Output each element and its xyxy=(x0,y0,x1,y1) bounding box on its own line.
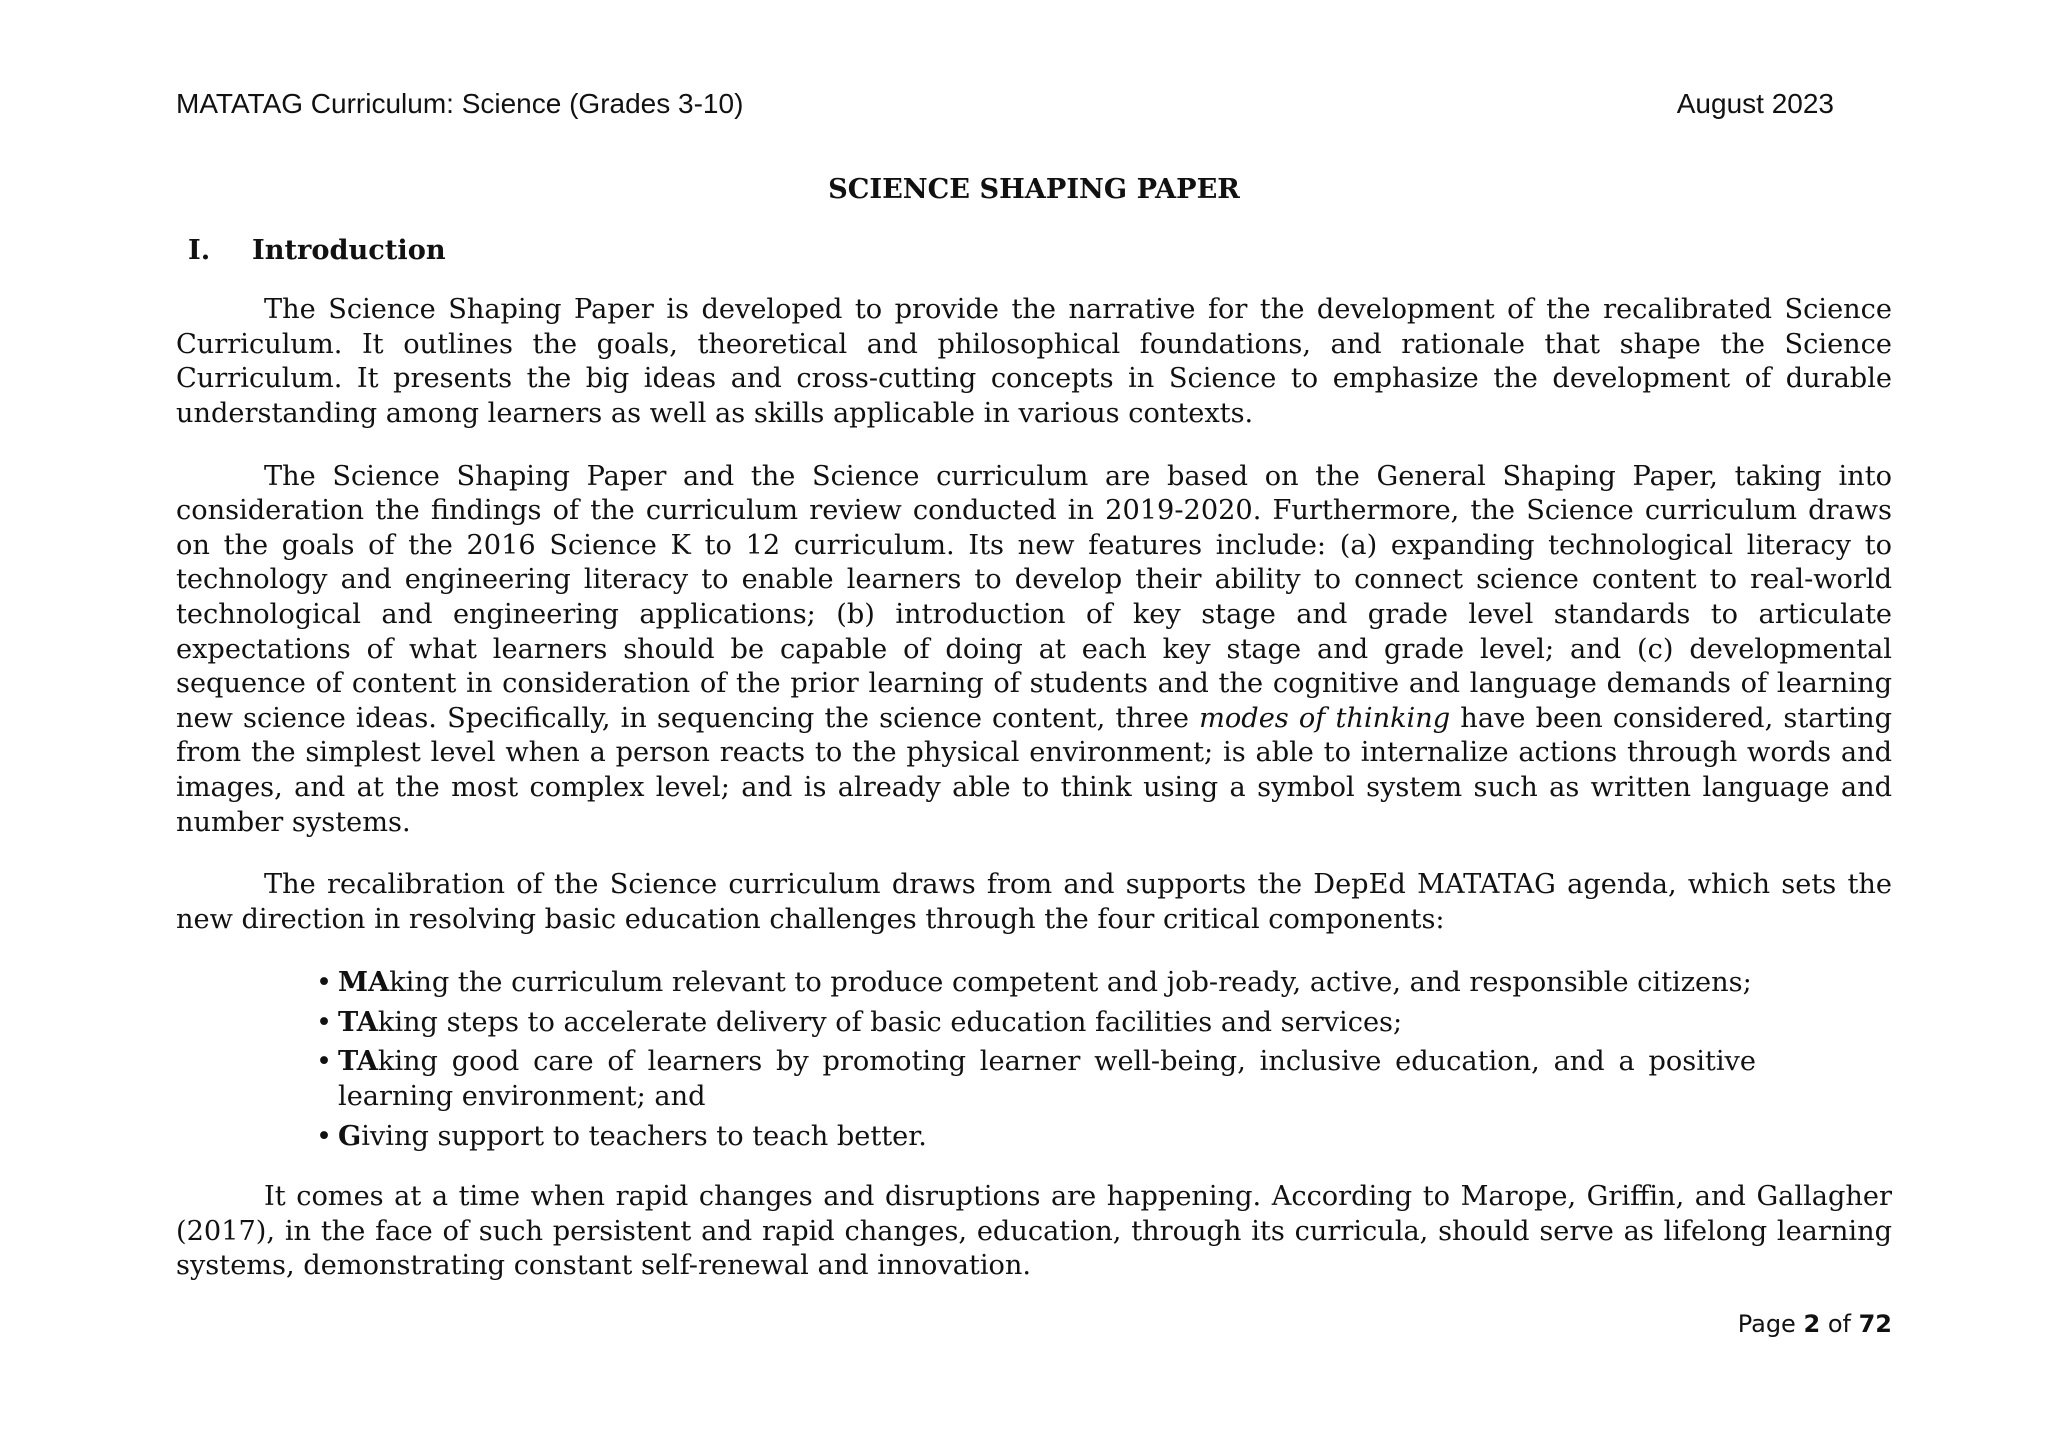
document-title: SCIENCE SHAPING PAPER xyxy=(828,173,1240,205)
bullet-glyph: • xyxy=(316,967,333,999)
section-title: Introduction xyxy=(252,233,446,266)
list-item-acronym: MA xyxy=(338,966,390,999)
footer-total-pages: 72 xyxy=(1858,1310,1892,1338)
list-item-acronym: G xyxy=(338,1119,362,1152)
list-item-text: king the curriculum relevant to produce competent and job-ready, active, and responsible citizens; xyxy=(389,967,1752,999)
list-item-text: iving support to teachers to teach better. xyxy=(361,1120,927,1152)
paragraph-1: The Science Shaping Paper is developed to provide the narrative for the development of the recalibrated Science Curriculum. It outlines the goals, theoretical and philosophical foundations, and rationale that shape the Science Curriculum. It presents the big ideas and cross-cutting concepts in Science to emphasize the development of durable understanding among learners as well as skills applicable in various contexts. xyxy=(176,294,1892,429)
bullet-glyph: • xyxy=(316,1006,333,1038)
page-content xyxy=(176,172,1892,1312)
paragraph-2 xyxy=(176,460,1892,841)
list-item-acronym: TA xyxy=(338,1045,378,1078)
footer-current-page: 2 xyxy=(1803,1310,1821,1338)
bullet-glyph: • xyxy=(316,1120,333,1152)
paragraph-4: It comes at a time when rapid changes and disruptions are happening. According to Marope, Griffin, and Gallagher (2017), in the face of such persistent and rapid changes, education, through its curricula, should serve as lifelong learning systems, demonstrating constant self-renewal and innovation. xyxy=(176,1181,1892,1282)
paragraph-2-text-b: have been considered, starting from the simplest level when a person reacts to the physical environment; is able to internalize actions through words and images, and at the most complex level; and is already able to think using a symbol system such as written language and number systems. xyxy=(176,702,1892,838)
running-header xyxy=(176,88,1834,120)
bullet-glyph: • xyxy=(316,1046,333,1078)
header-date: August 2023 xyxy=(1676,88,1834,119)
list-item-text: king steps to accelerate delivery of basic education facilities and services; xyxy=(377,1006,1403,1038)
paragraph-2-text-a: The Science Shaping Paper and the Science curriculum are based on the General Shaping Paper, taking into consideration the findings of the curriculum review conducted in 2019-2020. Furthermore, the Science curriculum draws on the goals of the 2016 Science K to 12 curriculum. Its new features include: (a) expanding technological literacy to technology and engineering literacy to enable learners to develop their ability to connect science content to real-world technological and engineering applications; (b) introduction of key stage and grade level standards to articulate expectations of what learners should be capable of doing at each key stage and grade level; and (c) developmental sequence of content in consideration of the prior learning of students and the cognitive and language demands of learning new science ideas. Specifically, in sequencing the science content, three xyxy=(176,460,1892,734)
paragraph-3: The recalibration of the Science curriculum draws from and supports the DepEd MATATAG agenda, which sets the new direction in resolving basic education challenges through the four critical components: xyxy=(176,869,1892,935)
list-item xyxy=(316,1044,1756,1114)
matatag-components-list xyxy=(176,965,1756,1154)
section-heading xyxy=(188,233,1892,268)
footer-of-word: of xyxy=(1827,1310,1851,1338)
page-number-footer xyxy=(1600,1310,1892,1338)
footer-page-word: Page xyxy=(1737,1310,1796,1338)
list-item-acronym: TA xyxy=(338,1005,378,1038)
paragraph-2-italic-term: modes of thinking xyxy=(1199,702,1451,734)
list-item-text: king good care of learners by promoting learner well-being, inclusive education, and a positive learning environment; and xyxy=(338,1046,1756,1113)
header-document-title: MATATAG Curriculum: Science (Grades 3-10) xyxy=(176,88,744,119)
list-item xyxy=(316,1005,1756,1041)
list-item xyxy=(316,965,1756,1001)
list-item xyxy=(316,1119,1756,1155)
section-number: I. xyxy=(188,233,211,266)
